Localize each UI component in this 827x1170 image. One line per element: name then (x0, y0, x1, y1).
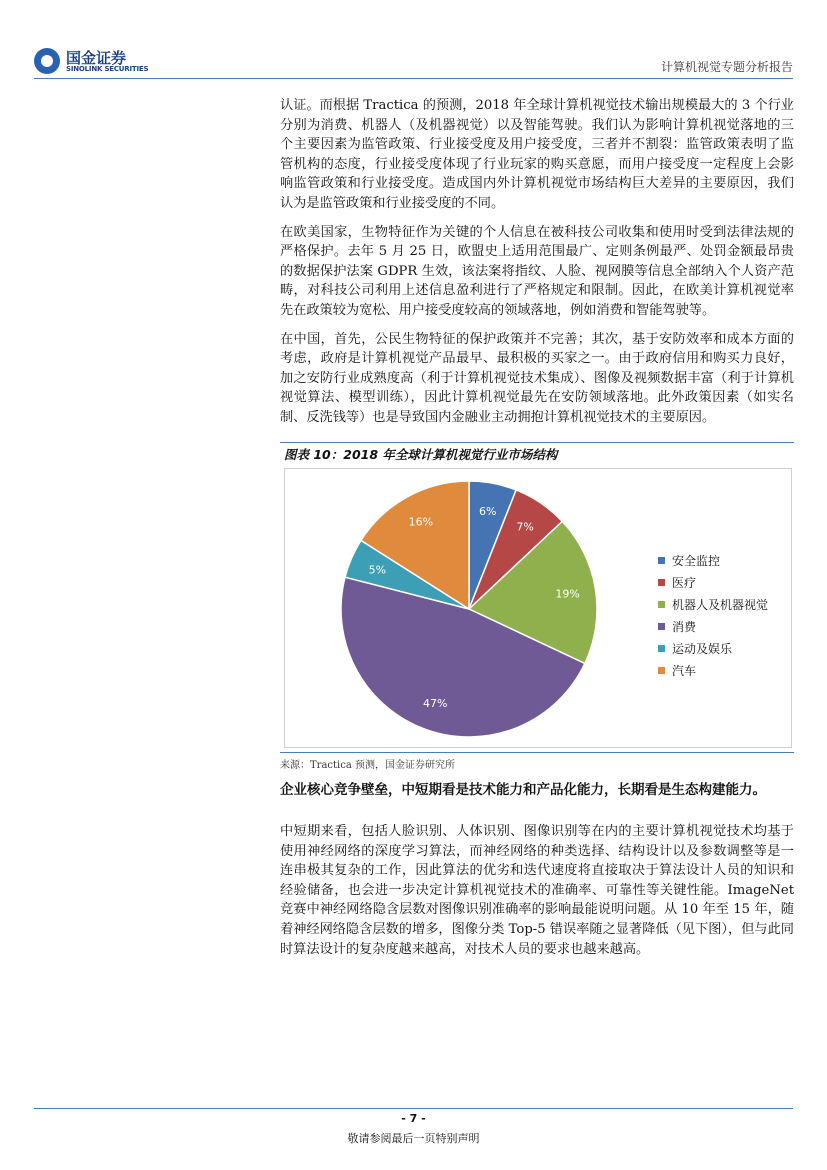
figure-title: 图表 10：2018 年全球计算机视觉行业市场结构 (284, 447, 558, 462)
footer-disclaimer: 敬请参阅最后一页特别声明 (347, 1132, 480, 1145)
logo-mark-icon (34, 48, 60, 74)
legend-item-2 (658, 593, 768, 615)
legend-label-0: 安全监控 (672, 553, 721, 568)
report-title: 计算机视觉专题分析报告 (660, 60, 793, 74)
legend-label-3: 消费 (672, 619, 697, 634)
figure-source: 来源：Tractica 预测，国金证券研究所 (280, 760, 455, 771)
legend-swatch-0 (658, 557, 665, 564)
paragraph-4: 中短期来看，包括人脸识别、人体识别、图像识别等在内的主要计算机视觉技术均基于使用神经网络的深度学习算法，而神经网络的种类选择、结构设计以及参数调整等是一连串极其复杂的工作，因此算法的优劣和迭代速度将直接取决于算法设计人员的知识和经验储备，也会进一步决定计算机视觉技术的准确率、可靠性等关键性能。ImageNet 竞赛中神经网络隐含层数对图像识别准确率的影响最能说明问题。从 10 年至 15 年，随着神经网络隐含层数的增多，图像分类 Top-5 错误率随之显著降低（见下图），但与此同时算法设计的复杂度越来越高，对技术人员的要求也越来越高。 (280, 824, 794, 957)
legend-label-1: 医疗 (672, 575, 697, 590)
body-text (280, 96, 794, 437)
legend-label-2: 机器人及机器视觉 (672, 597, 769, 612)
legend-swatch-5 (658, 667, 665, 674)
page-header (0, 0, 827, 80)
logo-text-en: SINOLINK SECURITIES (66, 65, 149, 73)
legend-swatch-4 (658, 645, 665, 652)
legend-label-5: 汽车 (672, 663, 697, 678)
pie-label-5: 16% (408, 515, 434, 529)
paragraph-2: 在欧美国家，生物特征作为关键的个人信息在被科技公司收集和使用时受到法律法规的严格保护。去年 5 月 25 日，欧盟史上适用范围最广、定则条例最严、处罚金额最昂贵的数据保护法案 GDPR 生效，该法案将指纹、人脸、视网膜等信息全部纳入个人资产范畴，对科技公司利用上述信息盈利进行了严格规定和限制。因此，在欧美计算机视觉率先在政策较为宽松、用户接受度较高的领域落地，例如消费和智能驾驶等。 (280, 224, 794, 318)
company-logo (34, 48, 154, 78)
section-subhead: 企业核心竞争壁垒，中短期看是技术能力和产品化能力，长期看是生态构建能力。 (280, 782, 766, 798)
legend-item-1 (658, 571, 768, 593)
legend-item-3 (658, 615, 768, 637)
pie-label-1: 7% (516, 520, 534, 534)
chart-legend (658, 549, 768, 681)
body-text-2 (280, 822, 794, 968)
footer-divider (34, 1108, 793, 1109)
legend-swatch-2 (658, 601, 665, 608)
paragraph-3: 在中国，首先，公民生物特征的保护政策并不完善；其次，基于安防效率和成本方面的考虑，政府是计算机视觉产品最早、最积极的买家之一。由于政府信用和购买力良好，加之安防行业成熟度高（利于计算机视觉技术集成）、图像及视频数据丰富（利于计算机视觉算法、模型训练），因此计算机视觉最先在安防领域落地。此外政策因素（如实名制、反洗钱等）也是导致国内金融业主动拥抱计算机视觉技术的主要原因。 (280, 331, 794, 425)
figure-title-bar (280, 442, 794, 463)
legend-item-5 (658, 659, 768, 681)
pie-label-2: 19% (555, 587, 580, 601)
pie-chart (285, 469, 645, 747)
pie-label-4: 5% (368, 563, 387, 577)
legend-swatch-3 (658, 623, 665, 630)
legend-item-4 (658, 637, 768, 659)
legend-item-0 (658, 549, 768, 571)
pie-label-0: 6% (478, 504, 497, 518)
header-divider (34, 78, 793, 79)
logo-text-cn: 国金证券 (66, 49, 127, 67)
figure-box (280, 464, 794, 753)
page-number: - 7 - (401, 1112, 426, 1125)
chart-area (284, 468, 792, 748)
legend-label-4: 运动及娱乐 (672, 641, 733, 656)
paragraph-1: 认证。而根据 Tractica 的预测，2018 年全球计算机视觉技术输出规模最大的 3 个行业分别为消费、机器人（及机器视觉）以及智能驾驶。我们认为影响计算机视觉落地的三个主要因素为监管政策、行业接受度及用户接受度，三者并不割裂：监管政策表明了监管机构的态度，行业接受度体现了行业玩家的购买意愿，而用户接受度一定程度上会影响监管政策和行业接受度。造成国内外计算机视觉市场结构巨大差异的主要原因，我们认为是监管政策和行业接受度的不同。 (280, 98, 794, 211)
legend-swatch-1 (658, 579, 665, 586)
pie-label-3: 47% (422, 696, 448, 710)
